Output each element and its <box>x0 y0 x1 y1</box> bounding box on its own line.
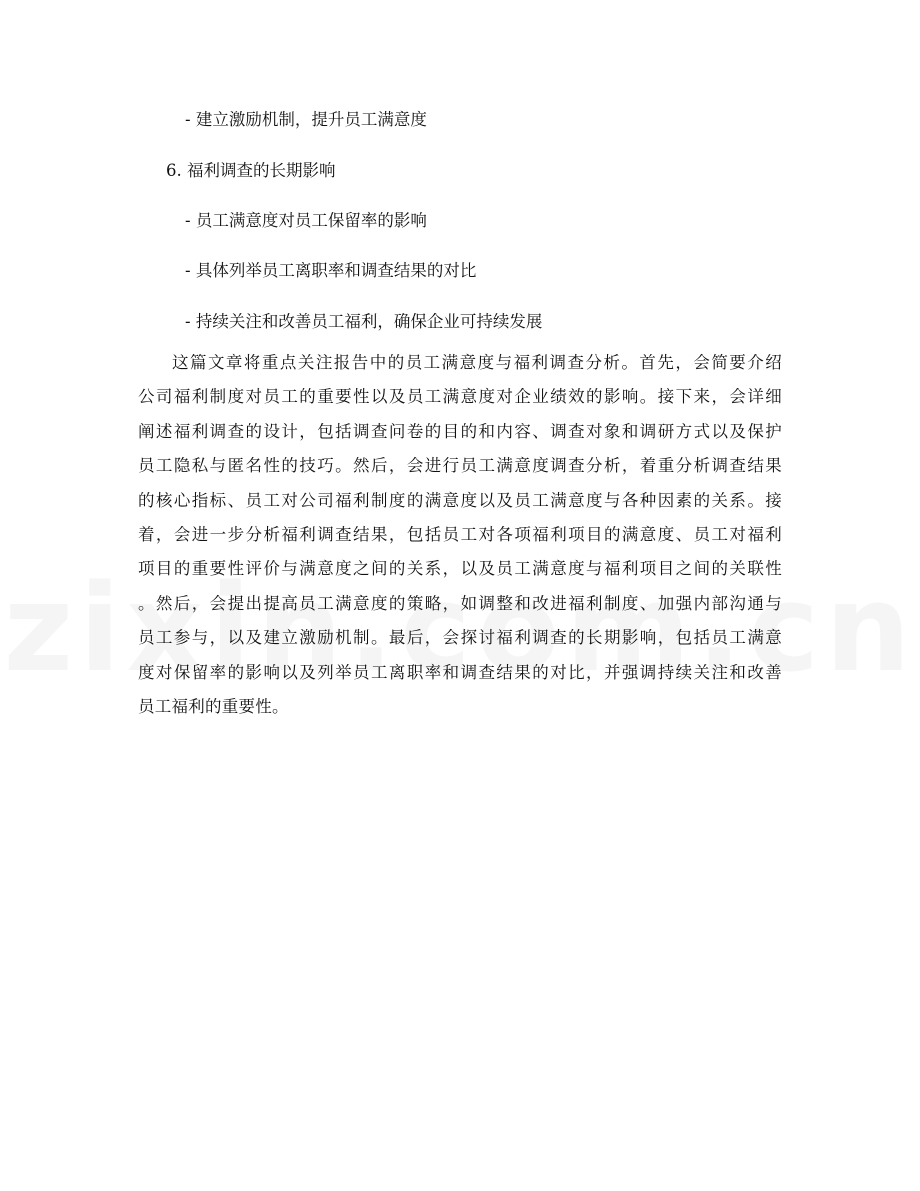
paragraph-line: 着，会进一步分析福利调查结果，包括员工对各项福利项目的满意度、员工对福利 <box>138 524 782 544</box>
paragraph-line: 这篇文章将重点关注报告中的员工满意度与福利调查分析。首先，会简要介绍 <box>172 353 782 372</box>
paragraph-line: 项目的重要性评价与满意度之间的关系，以及员工满意度与福利项目之间的关联性 <box>138 559 782 579</box>
paragraph-line: 公司福利制度对员工的重要性以及员工满意度对企业绩效的影响。接下来，会详细 <box>138 387 782 407</box>
outline-item: - 员工满意度对员工保留率的影响 <box>185 211 427 230</box>
paragraph-line: 员工参与，以及建立激励机制。最后，会探讨福利调查的长期影响，包括员工满意 <box>138 628 782 648</box>
outline-item-incentive: - 建立激励机制，提升员工满意度 <box>185 110 427 129</box>
paragraph-line: 阐述福利调查的设计，包括调查问卷的目的和内容、调查对象和调研方式以及保护 <box>138 421 782 441</box>
paragraph-line: 员工福利的重要性。 <box>138 696 289 716</box>
section-6-heading: 6. 福利调查的长期影响 <box>166 161 336 180</box>
summary-paragraph <box>138 355 782 733</box>
paragraph-line: 员工隐私与匿名性的技巧。然后，会进行员工满意度调查分析，着重分析调查结果 <box>138 456 782 476</box>
paragraph-line: 的核心指标、员工对公司福利制度的满意度以及员工满意度与各种因素的关系。接 <box>138 490 782 510</box>
paragraph-line: 。然后，会提出提高员工满意度的策略，如调整和改进福利制度、加强内部沟通与 <box>138 593 782 613</box>
outline-item: - 持续关注和改善员工福利，确保企业可持续发展 <box>185 312 543 331</box>
outline-item: - 具体列举员工离职率和调查结果的对比 <box>185 261 477 280</box>
paragraph-line: 度对保留率的影响以及列举员工离职率和调查结果的对比，并强调持续关注和改善 <box>138 662 782 682</box>
